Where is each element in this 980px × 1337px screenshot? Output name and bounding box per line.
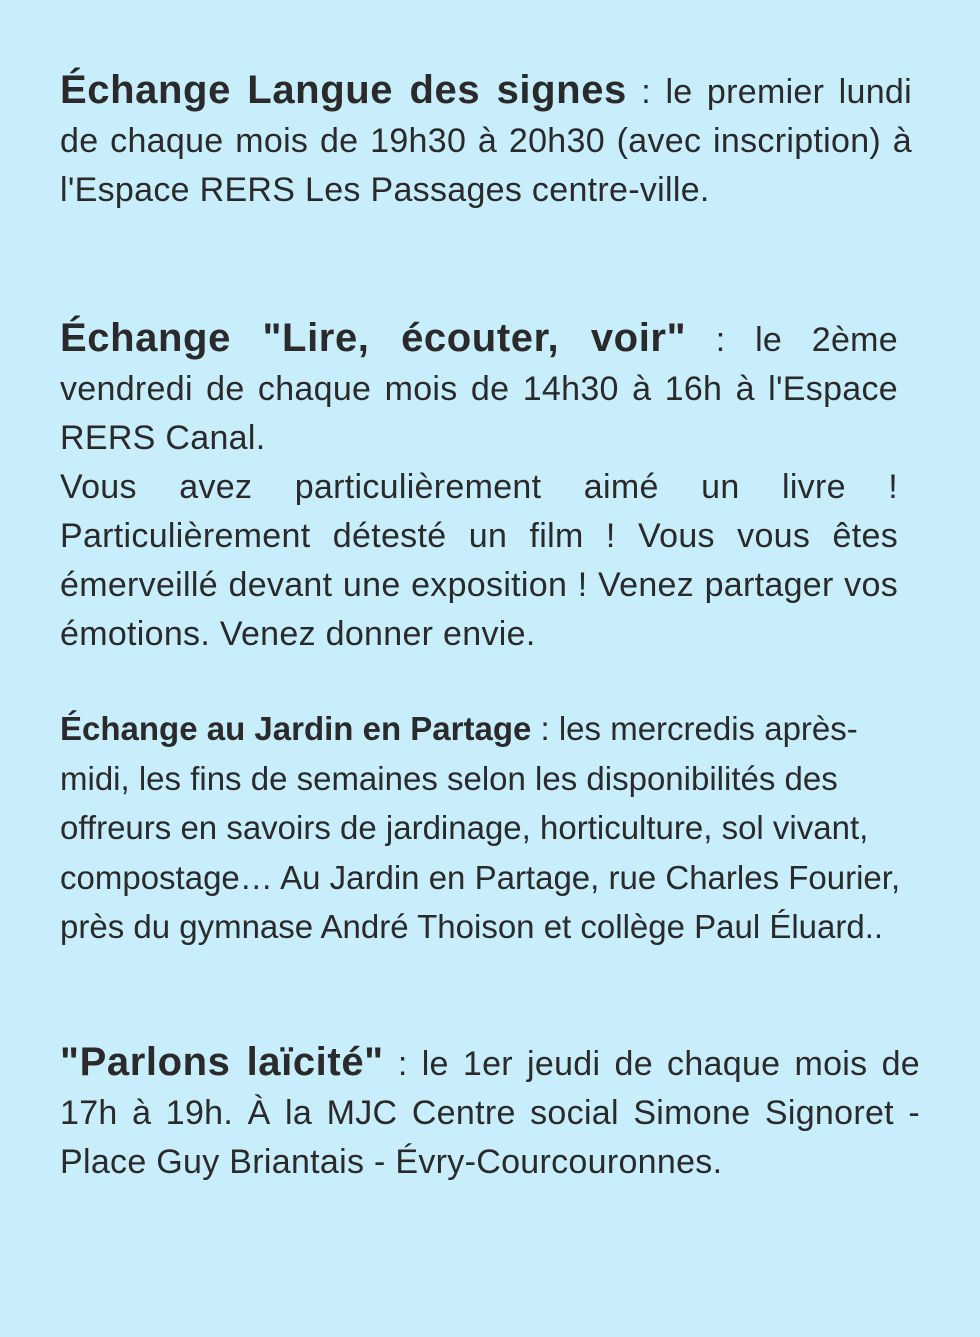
section-title: Échange au Jardin en Partage	[60, 710, 532, 747]
section-body: : les mercredis après-midi, les fins de semaines selon les disponibilités des offreurs en savoirs de jardinage, horticulture, sol vivant, compostage… Au Jardin en Partage, rue Charles Fourier, près du gymnase André Thoison et collège Paul Éluard..	[60, 710, 901, 945]
section-langue-des-signes	[60, 66, 912, 215]
section-title: Échange Langue des signes	[60, 68, 627, 112]
section-body: : le 2ème vendredi de chaque mois de 14h30 à 16h à l'Espace RERS Canal.	[60, 321, 898, 457]
section-jardin-en-partage	[60, 704, 920, 952]
section-title: Échange "Lire, écouter, voir"	[60, 316, 687, 360]
section-body: : le 1er jeudi de chaque mois de 17h à 19h. À la MJC Centre social Simone Signoret - Place Guy Briantais - Évry-Courcouronnes.	[60, 1045, 920, 1181]
section-parlons-laicite	[60, 1038, 920, 1187]
section-body: : le premier lundi de chaque mois de 19h30 à 20h30 (avec inscription) à l'Espace RERS Les Passages centre-ville.	[60, 73, 912, 209]
section-title: "Parlons laïcité"	[60, 1040, 384, 1084]
section-description: Vous avez particulièrement aimé un livre ! Particulièrement détesté un film ! Vous vous êtes émerveillé devant une exposition ! Venez partager vos émotions. Venez donner envie.	[60, 468, 898, 653]
section-lire-ecouter-voir	[60, 314, 898, 659]
